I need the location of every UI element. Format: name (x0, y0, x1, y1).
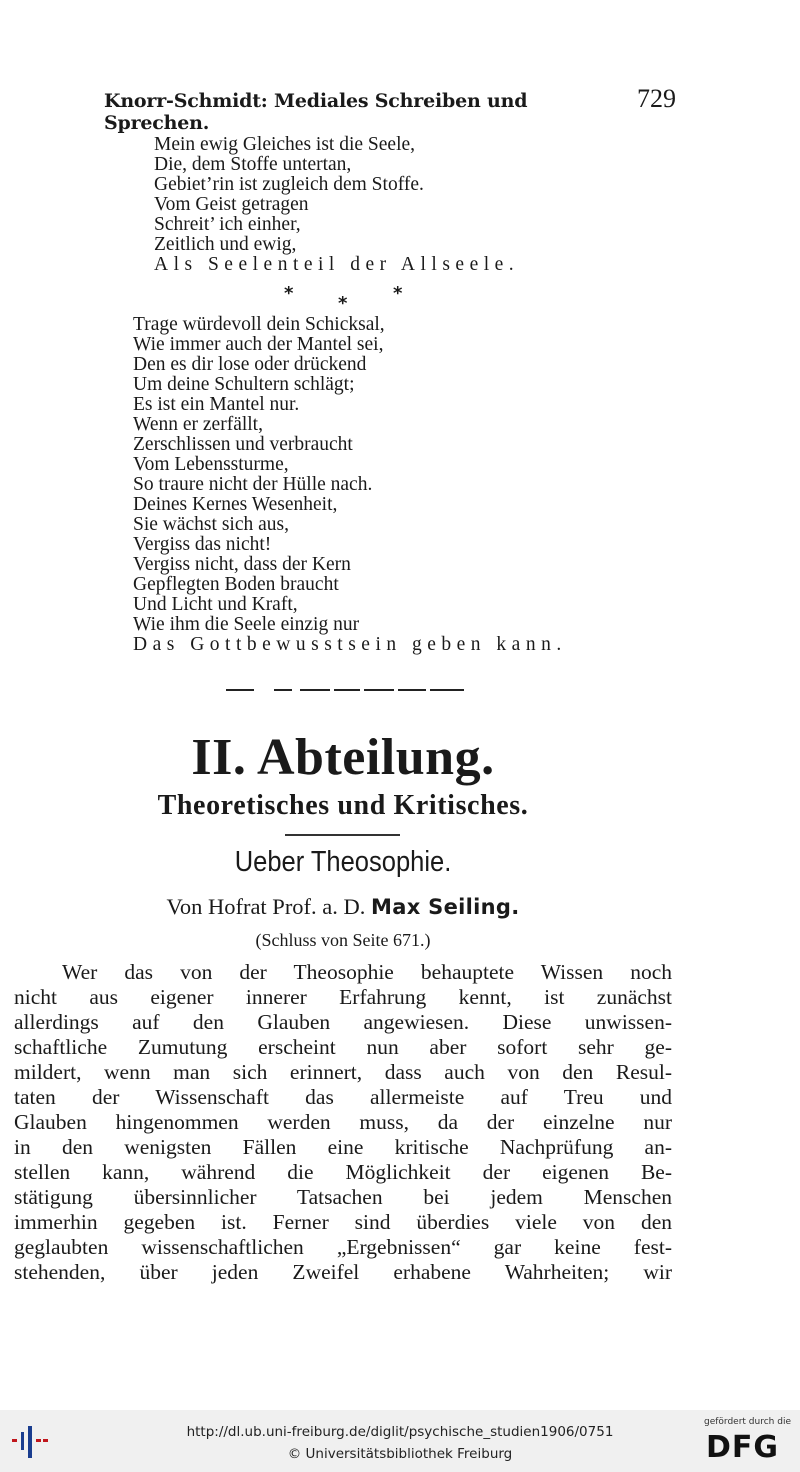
poem-stanza-1 (154, 135, 519, 275)
poem-line: Mein ewig Gleiches ist die Seele, (154, 134, 416, 155)
text-line: stätigung übersinnlicher Tatsachen bei jedem Menschen (14, 1185, 672, 1209)
poem-line: So traure nicht der Hülle nach. (133, 474, 373, 495)
text-line: Glauben hingenommen werden muss, da der einzelne nur (14, 1110, 672, 1134)
text-line: taten der Wissenschaft das allermeiste auf Treu und (14, 1085, 672, 1109)
poem-line: Es ist ein Mantel nur. (133, 394, 300, 415)
poem-line: Als Seelenteil der Allseele. (154, 254, 520, 275)
text-line: stellen kann, während die Möglichkeit der eigenen Be- (14, 1160, 672, 1184)
poem-line: Um deine Schultern schlägt; (133, 374, 355, 395)
section-break-asterisks (278, 283, 408, 314)
poem-line: Zeitlich und ewig, (154, 234, 297, 255)
asterisk: * (393, 283, 403, 304)
poem-line: Wie immer auch der Mantel sei, (133, 334, 384, 355)
poem-line: Und Licht und Kraft, (133, 594, 298, 615)
article-title: Ueber Theosophie. (234, 846, 452, 878)
poem-line: Wie ihm die Seele einzig nur (133, 614, 360, 635)
poem-line: Gepflegten Boden braucht (133, 574, 339, 595)
poem-line: Vom Lebenssturme, (133, 454, 289, 475)
poem-line: Das Gottbewusstsein geben kann. (133, 634, 567, 655)
title-divider (285, 834, 400, 836)
poem-line: Zerschlissen und verbraucht (133, 434, 353, 455)
text-line: stehenden, über jeden Zweifel erhabene Wahrheiten; wir (14, 1260, 672, 1284)
section-title: II. Abteilung. (191, 729, 495, 786)
funding-label: gefördert durch die (704, 1417, 791, 1427)
permalink[interactable]: http://dl.ub.uni-freiburg.de/diglit/psychische_studien1906/0751 (186, 1424, 614, 1440)
text-line: Wer das von der Theosophie behauptete Wissen noch (62, 960, 672, 984)
poem-line: Vom Geist getragen (154, 194, 309, 215)
author-name: Max Seiling. (371, 895, 520, 919)
page-number: 729 (637, 84, 676, 113)
poem-line: Deines Kernes Wesenheit, (133, 494, 338, 515)
poem-line: Wenn er zerfällt, (133, 414, 263, 435)
page-header (104, 84, 676, 134)
poem-line: Vergiss nicht, dass der Kern (133, 554, 351, 575)
article-body (14, 960, 672, 1285)
byline (0, 894, 686, 920)
poem-line: Den es dir lose oder drückend (133, 354, 367, 375)
poem-line: Trage würdevoll dein Schicksal, (133, 314, 385, 335)
text-line: schaftliche Zumutung erscheint nun aber sofort sehr ge- (14, 1035, 672, 1059)
poem-line: Sie wächst sich aus, (133, 514, 289, 535)
continuation-note: (Schluss von Seite 671.) (255, 930, 431, 950)
viewer-footer (0, 1410, 800, 1472)
poem-line: Vergiss das nicht! (133, 534, 272, 555)
poem-line: Gebiet’rin ist zugleich dem Stoffe. (154, 174, 424, 195)
poem-line: Die, dem Stoffe untertan, (154, 154, 352, 175)
running-title: Knorr-Schmidt: Mediales Schreiben und Sprechen. (104, 90, 528, 134)
text-line: nicht aus eigener innerer Erfahrung kennt, ist zunächst (14, 985, 672, 1009)
dfg-logo: DFG (706, 1430, 780, 1465)
section-subtitle: Theoretisches und Kritisches. (157, 790, 529, 821)
asterisk: * (284, 283, 294, 304)
poem-stanza-2 (133, 315, 567, 655)
poem-line: Schreit’ ich einher, (154, 214, 301, 235)
text-line: geglaubten wissenschaftlichen „Ergebnissen“ gar keine fest- (14, 1235, 672, 1259)
byline-prefix: Von Hofrat Prof. a. D. (166, 894, 366, 919)
dashed-divider (226, 689, 466, 691)
text-line: immerhin gegeben ist. Ferner sind überdies viele von den (14, 1210, 672, 1234)
text-line: allerdings auf den Glauben angewiesen. Diese unwissen- (14, 1010, 672, 1034)
copyright: © Universitätsbibliothek Freiburg (287, 1446, 513, 1462)
asterisk: * (338, 293, 348, 314)
text-line: mildert, wenn man sich erinnert, dass auch von den Resul- (14, 1060, 672, 1084)
text-line: in den wenigsten Fällen eine kritische Nachprüfung an- (14, 1135, 672, 1159)
